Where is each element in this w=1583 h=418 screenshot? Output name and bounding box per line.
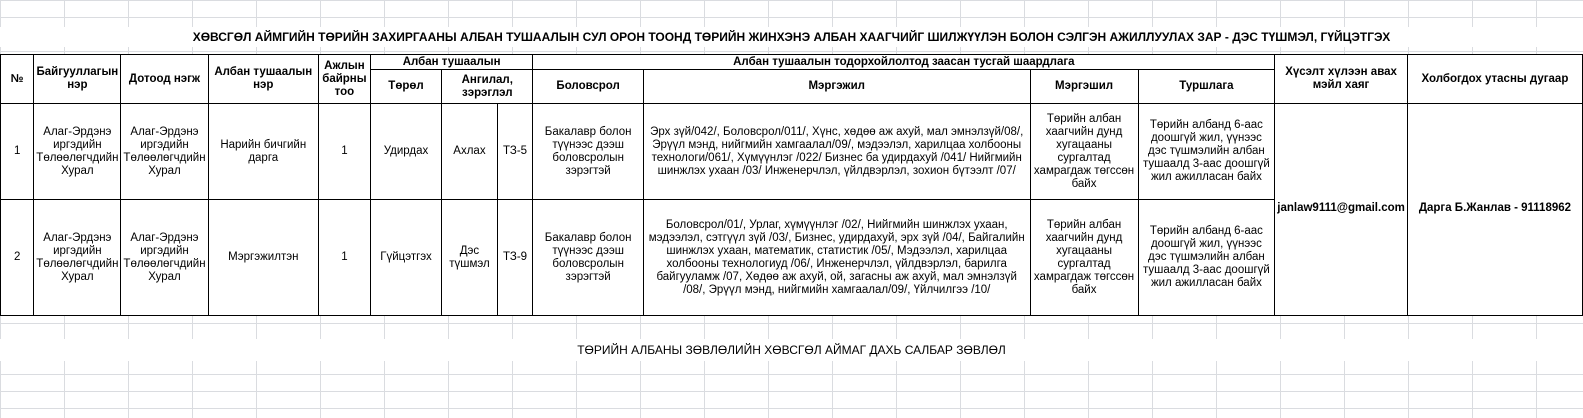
header-count[interactable]: Ажлын байрны тоо [318,55,370,104]
cell-profession[interactable]: Боловсрол/01/, Урлаг, хүмүүнлэг /02/, Нийгмийн шинжлэх ухаан, мэдээлэл, сэтгүүл зүй /03/, Бизнес, удирдахуй, эрх зүй /04/, Байгалийн шинжлэх ухаан, математик, статистик /05/, Мэдээлэл, харилцаа холбооны технологиуд /06/, Инженерчлэл, үйлдвэрлэл, барилга байгууламж /07, Хөдөө аж ахуй, ой, загасны аж ахуй, мал эмнэлзүй /08/, Эрүүл мэнд, нийгмийн хамгаалал/09/, Үйлчилгээ /10/ [643,200,1030,316]
vacancy-table [0,54,1583,316]
header-phone[interactable]: Холбогдох утасны дугаар [1407,55,1582,104]
cell-qualification[interactable]: Төрийн албан хаагчийн дунд хугацааны сургалтад хамрагдаж төгссөн байх [1030,200,1138,316]
cell-profession[interactable]: Эрх зүй/042/, Боловсрол/011/, Хүнс, хөдөө аж ахуй, мал эмнэлзүй/08/, Эрүүл мэнд, нийгмийн хамгаалал/09/, мэдээлэл, харилцаа холбооны технологи/061/, Хүмүүнлэг /022/ Бизнес ба удирдахуй /041/ Нийгмийн шинжлэх ухаан /03/ Инженерчлэл, үйлдвэрлэл, зохион бүтээлт /07/ [643,104,1030,200]
cell-unit[interactable]: Алаг-Эрдэнэ иргэдийн Төлөөлөгчдийн Хурал [121,200,208,316]
header-type[interactable]: Төрөл [370,70,441,104]
cell-class[interactable]: Ахлах [442,104,498,200]
table-row [1,104,1583,200]
cell-no[interactable]: 2 [1,200,34,316]
cell-position[interactable]: Нарийн бичгийн дарга [208,104,318,200]
header-education[interactable]: Боловсрол [533,70,643,104]
header-requirements-group[interactable]: Албан тушаалын тодорхойлолтод заасан тусгай шаардлага [533,55,1275,70]
cell-qualification[interactable]: Төрийн албан хаагчийн дунд хугацааны сургалтад хамрагдаж төгссөн байх [1030,104,1138,200]
cell-position[interactable]: Мэргэжилтэн [208,200,318,316]
cell-org[interactable]: Алаг-Эрдэнэ иргэдийн Төлөөлөгчдийн Хурал [34,200,121,316]
header-qualification[interactable]: Мэргэшил [1030,70,1138,104]
header-profession[interactable]: Мэргэжил [643,70,1030,104]
cell-email[interactable]: janlaw9111@gmail.com [1275,104,1408,316]
cell-education[interactable]: Бакалавр болон түүнээс дээш боловсролын зэрэгтэй [533,200,643,316]
cell-experience[interactable]: Төрийн албанд 6-аас доошгүй жил, үүнээс дэс түшмэлийн албан тушаалд 3-аас доошгүй жил ажилласан байх [1138,200,1275,316]
cell-rank[interactable]: ТЗ-5 [497,104,533,200]
cell-type[interactable]: Удирдах [370,104,441,200]
header-class-rank[interactable]: Ангилал, зэрэглэл [442,70,533,104]
cell-count[interactable]: 1 [318,200,370,316]
header-position[interactable]: Албан тушаалын нэр [208,55,318,104]
cell-type[interactable]: Гүйцэтгэх [370,200,441,316]
cell-class[interactable]: Дэс түшмэл [442,200,498,316]
cell-experience[interactable]: Төрийн албанд 6-аас доошгүй жил, үүнээс дэс түшмэлийн албан тушаалд 3-аас доошгүй жил ажилласан байх [1138,104,1275,200]
header-experience[interactable]: Туршлага [1138,70,1275,104]
sheet-title[interactable]: ХӨВСГӨЛ АЙМГИЙН ТӨРИЙН ЗАХИРГААНЫ АЛБАН ТУШААЛЫН СУЛ ОРОН ТООНД ТӨРИЙН ЖИНХЭНЭ АЛБАН ХААГЧИЙГ ШИЛЖҮҮЛЭН БОЛОН СЭЛГЭН АЖИЛЛУУЛАХ ЗАР - ДЭС ТҮШМЭЛ, ГҮЙЦЭТГЭХ [0,27,1583,47]
cell-education[interactable]: Бакалавр болон түүнээс дээш боловсролын зэрэгтэй [533,104,643,200]
cell-no[interactable]: 1 [1,104,34,200]
header-position-group[interactable]: Албан тушаалын [370,55,533,70]
cell-org[interactable]: Алаг-Эрдэнэ иргэдийн Төлөөлөгчдийн Хурал [34,104,121,200]
header-org[interactable]: Байгууллагын нэр [34,55,121,104]
cell-unit[interactable]: Алаг-Эрдэнэ иргэдийн Төлөөлөгчдийн Хурал [121,104,208,200]
footer-council-name[interactable]: ТӨРИЙН АЛБАНЫ ЗӨВЛӨЛИЙН ХӨВСГӨЛ АЙМАГ ДАХЬ САЛБАР ЗӨВЛӨЛ [0,339,1583,361]
cell-count[interactable]: 1 [318,104,370,200]
header-no[interactable]: № [1,55,34,104]
header-unit[interactable]: Дотоод нэгж [121,55,208,104]
cell-rank[interactable]: ТЗ-9 [497,200,533,316]
header-email[interactable]: Хүсэлт хүлээн авах мэйл хаяг [1275,55,1408,104]
cell-phone[interactable]: Дарга Б.Жанлав - 91118962 [1407,104,1582,316]
